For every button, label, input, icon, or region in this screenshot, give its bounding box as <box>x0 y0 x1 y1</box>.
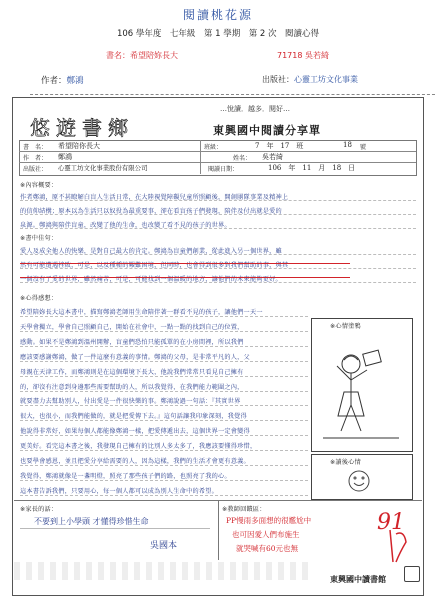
stamp-icon <box>404 566 420 582</box>
publisher-label: 出版社： <box>262 75 294 84</box>
page-title: 閱讀桃花源 <box>182 8 253 22</box>
parent-signature: 吳國本 <box>150 541 178 551</box>
school-stamp: 東興國中讀書館 <box>330 575 386 584</box>
class-label: 班級： <box>204 144 223 151</box>
intro-heading: ※內容概要： <box>20 182 58 189</box>
class-value: 7 年 17 班 <box>255 142 304 150</box>
seat-value: 18 <box>343 141 352 149</box>
teacher-comment-2: 也可因愛人們布施生 <box>232 530 300 539</box>
author-label: 作者： <box>41 76 67 86</box>
banner-tagline: …悅讀．越多．閱好… <box>220 105 290 113</box>
book-name-label: 書 名： <box>23 144 48 151</box>
publisher-row <box>262 74 358 85</box>
publisher-sheet-label: 出版社： <box>23 166 48 173</box>
feeling-line: 我覺得，鄭鴻就像是一盞明燈，照亮了那些孩子們的路，也照亮了我的心。 <box>20 472 231 480</box>
feeling-line: 感動。如果不是鄭鴻到溫州開辦，盲童們恐怕只能孤單的在小房間裡，所以我們 <box>20 338 244 346</box>
teacher-comment-3: 就哭喊有60元也無 <box>236 544 299 553</box>
mood-box-title: ※讀後心情 <box>330 459 361 466</box>
publisher-sheet-value: 心靈工坊文化事業股份有限公司 <box>58 164 148 172</box>
name-value: 吳若綺 <box>262 153 283 161</box>
semester-subtitle: 106 學年度 七年級 第 1 學期 第 2 次 閱讀心得 <box>116 29 320 39</box>
publisher-value: 心靈工坊文化事業 <box>294 75 358 84</box>
author-row <box>41 74 84 86</box>
date-label: 閱讀日期： <box>208 166 239 173</box>
book-label: 書名： <box>106 51 130 60</box>
intro-line-2: 的信仰結構；原本以為生活只以奴役為最重要事，卻在看盲孩子們發現，陪伴及付出就是愛的 <box>20 208 282 215</box>
quote-line-3: 一個沒有了愛的世界，雖然痛苦，可是，可能找到一個溫暖的地方，讓他們的未來能夠更好。 <box>20 276 282 283</box>
feeling-line: 就要盡力去幫助別人，付出愛是一件很快樂的事。鄭鴻說過一句話：『其實世界 <box>20 398 241 406</box>
header-underline <box>30 94 436 95</box>
feeling-line: 天學會獨立，學會自己照顧自己，開始在社會中，一點一點的找到自己的位置， <box>20 323 244 331</box>
intro-line-1: 作者鄭鴻，原不甚瞭解白盲人生活日常，在大陸視覺障礙兒童所照顧後，開創團隊事業及精神上 <box>20 194 289 201</box>
teacher-heading: ※教師回饋區： <box>222 506 266 513</box>
banner-art: 悠遊書鄉 <box>30 116 134 140</box>
smiley-icon <box>347 469 371 493</box>
feeling-line: 他說得非常好，如果每個人都能像鄭鴻一樣，把愛傳遞出去，這個世界一定會變得 <box>20 428 250 436</box>
score: 91 <box>377 510 405 535</box>
footer-decoration <box>14 562 314 580</box>
author-sheet-label: 作 者： <box>23 155 48 162</box>
name-label: 姓名： <box>233 155 252 162</box>
sheet-title: 東興國中閱讀分享單 <box>213 124 321 137</box>
quote-line-2: 然有可能遭遇挫敗，可是，以及種種的艱難困境，但同時，也會得到很多對我們幫助的事，與其 <box>20 262 289 269</box>
book-row <box>106 50 178 61</box>
book-value: 希望陪妳長大 <box>130 51 178 60</box>
doodle-box-title: ※心情塗鴉 <box>330 323 361 330</box>
doodle-drawing-icon <box>318 334 404 446</box>
book-name-value: 希望陪你長大 <box>58 142 100 150</box>
parent-comment: 不要到上小學頭 才懂得珍惜生命 <box>34 517 149 526</box>
intro-line-3: 泉源。鄭鴻與陪伴盲童，改變了他的生命，也改變了看不見的孩子的世界。 <box>20 222 231 229</box>
quote-line-1: 愛人及成全他人的快樂，是對自己最大的肯定。鄭鴻為盲童們創業，從此進入另一個世界，雖 <box>20 248 282 255</box>
feeling-line: 的，卻沒有注意到身邊那些需要幫助的人，所以我覺得，在我們能力範圍之內， <box>20 383 244 391</box>
parent-heading: ※家長的話： <box>20 506 58 513</box>
signature-stroke-icon <box>386 528 410 564</box>
student-id-name: 71718 吳若綺 <box>277 51 329 60</box>
teacher-comment-1: PP慢雨多面想的很尷尬中 <box>226 516 312 525</box>
feeling-line: 更美好。看完這本書之後，我發現自己擁有的比別人多太多了，我應該要懂得珍惜， <box>20 443 257 451</box>
feeling-line: 母親在天津工作，而鄭鴻則是在這個環境下長大，他說我們常常只看見自己擁有 <box>20 368 244 376</box>
seat-label: 號 <box>360 144 367 151</box>
feeling-line: 也要學會感恩，並且把愛分享給需要的人，因為這樣，我們的生活才會更有意義。 <box>20 458 250 465</box>
feeling-line: 很大，也很小，而我們能做的，就是把愛傳下去。』這句話讓我印象深刻，我覺得 <box>20 413 247 421</box>
date-value: 106 年 11 月 18 日 <box>268 164 356 172</box>
quote-heading: ※書中佳句： <box>20 235 58 242</box>
author-value: 鄭鴻 <box>66 76 84 86</box>
feeling-line: 希望陪妳長大這本書中，描寫鄭鴻老師用生命陪伴著一群看不見的孩子，讓他們一天一 <box>20 309 263 316</box>
feeling-heading: ※心得感想： <box>20 295 58 302</box>
author-sheet-value: 鄭鴻 <box>58 153 72 161</box>
feeling-line: 應該要感謝鄭鴻，做了一件這麼有意義的事情。鄭鴻的父母，是非常平凡的人，父 <box>20 353 250 361</box>
feeling-line: 這本書告訴我們，只要用心，每一個人都可以成為別人生命中的希望。 <box>20 487 219 495</box>
